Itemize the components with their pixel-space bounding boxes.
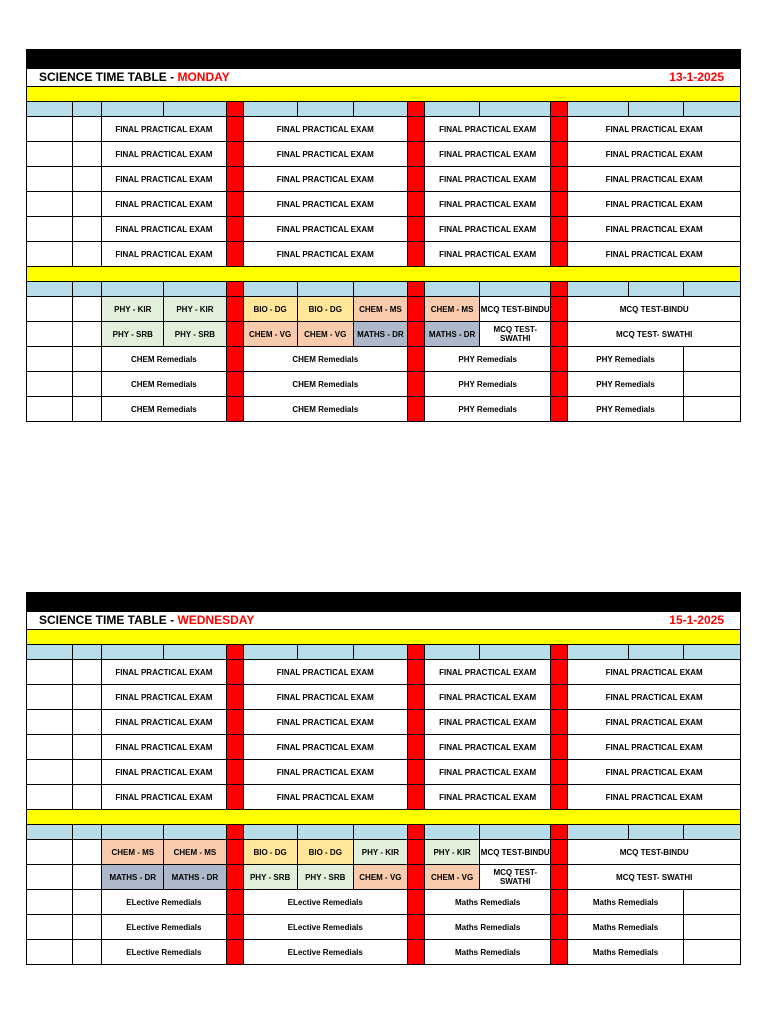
class-cell: PHY - KIR [425,840,480,865]
exam-cell: FINAL PRACTICAL EXAM [568,167,741,192]
mcq-cell: MCQ TEST- SWATHI [480,322,551,347]
title-row [27,612,741,630]
exam-cell: FINAL PRACTICAL EXAM [102,785,226,810]
remedial-cell: ELective Remedials [102,940,226,965]
remedial-cell: PHY Remedials [568,397,683,422]
table-row [27,192,741,217]
exam-cell: FINAL PRACTICAL EXAM [102,710,226,735]
table-row [27,397,741,422]
remedial-cell: CHEM Remedials [243,397,407,422]
class-cell: PHY - KIR [353,840,407,865]
title-row [27,69,741,87]
remedial-cell: PHY Remedials [568,347,683,372]
class-cell: CHEM - VG [353,865,407,890]
table-row [27,940,741,965]
timetable-monday [26,49,741,422]
class-cell: CHEM - MS [353,297,407,322]
table-row [27,710,741,735]
class-cell: BIO - DG [243,297,297,322]
class-cell: BIO - DG [297,840,353,865]
table-row [27,915,741,940]
remedial-cell: Maths Remedials [425,915,551,940]
mcq-cell: MCQ TEST-BINDU [480,840,551,865]
blue-band [27,282,741,297]
class-cell: MATHS - DR [102,865,164,890]
remedial-cell: Maths Remedials [568,890,683,915]
exam-cell: FINAL PRACTICAL EXAM [425,117,551,142]
class-cell: MATHS - DR [353,322,407,347]
exam-cell: FINAL PRACTICAL EXAM [425,167,551,192]
title-date: 15-1-2025 [551,612,741,630]
exam-cell: FINAL PRACTICAL EXAM [243,785,407,810]
exam-cell: FINAL PRACTICAL EXAM [425,710,551,735]
class-cell: PHY - KIR [164,297,226,322]
remedial-cell: Maths Remedials [425,940,551,965]
exam-cell: FINAL PRACTICAL EXAM [102,167,226,192]
table-row [27,890,741,915]
class-cell: BIO - DG [243,840,297,865]
exam-cell: FINAL PRACTICAL EXAM [568,685,741,710]
exam-cell: FINAL PRACTICAL EXAM [425,142,551,167]
exam-cell: FINAL PRACTICAL EXAM [243,167,407,192]
exam-cell: FINAL PRACTICAL EXAM [568,217,741,242]
timetable-wednesday [26,592,741,965]
remedial-cell: Maths Remedials [568,915,683,940]
exam-cell: FINAL PRACTICAL EXAM [568,142,741,167]
header-bar [27,50,741,69]
remedial-cell: CHEM Remedials [102,397,226,422]
yellow-band [27,630,741,645]
exam-cell: FINAL PRACTICAL EXAM [425,660,551,685]
exam-cell: FINAL PRACTICAL EXAM [568,117,741,142]
mcq-cell: MCQ TEST- SWATHI [480,865,551,890]
table-row [27,347,741,372]
table-row [27,372,741,397]
title-prefix: SCIENCE TIME TABLE - [39,70,178,84]
exam-cell: FINAL PRACTICAL EXAM [243,242,407,267]
table-row [27,685,741,710]
exam-cell: FINAL PRACTICAL EXAM [102,117,226,142]
mcq-cell: MCQ TEST- SWATHI [568,322,741,347]
remedial-cell: CHEM Remedials [243,372,407,397]
exam-cell: FINAL PRACTICAL EXAM [243,142,407,167]
blue-band [27,825,741,840]
page-title [27,612,551,630]
table-row [27,840,741,865]
table-row [27,760,741,785]
title-day: MONDAY [177,70,230,84]
exam-cell: FINAL PRACTICAL EXAM [243,710,407,735]
class-cell: CHEM - VG [297,322,353,347]
exam-cell: FINAL PRACTICAL EXAM [425,760,551,785]
exam-cell: FINAL PRACTICAL EXAM [568,710,741,735]
remedial-cell: PHY Remedials [568,372,683,397]
class-cell: CHEM - VG [425,865,480,890]
table-row [27,167,741,192]
remedial-cell: ELective Remedials [102,915,226,940]
class-cell: PHY - SRB [164,322,226,347]
page-title [27,69,551,87]
exam-cell: FINAL PRACTICAL EXAM [425,242,551,267]
exam-cell: FINAL PRACTICAL EXAM [243,192,407,217]
class-cell: PHY - SRB [102,322,164,347]
exam-cell: FINAL PRACTICAL EXAM [243,117,407,142]
exam-cell: FINAL PRACTICAL EXAM [425,785,551,810]
class-cell: PHY - KIR [102,297,164,322]
mcq-cell: MCQ TEST-BINDU [568,840,741,865]
remedial-cell: PHY Remedials [425,347,551,372]
exam-cell: FINAL PRACTICAL EXAM [425,685,551,710]
class-cell: BIO - DG [297,297,353,322]
exam-cell: FINAL PRACTICAL EXAM [425,735,551,760]
exam-cell: FINAL PRACTICAL EXAM [243,735,407,760]
exam-cell: FINAL PRACTICAL EXAM [568,785,741,810]
remedial-cell: CHEM Remedials [102,347,226,372]
exam-cell: FINAL PRACTICAL EXAM [243,760,407,785]
table-row [27,865,741,890]
class-cell: PHY - SRB [297,865,353,890]
exam-cell: FINAL PRACTICAL EXAM [243,685,407,710]
class-cell: MATHS - DR [164,865,226,890]
class-cell: CHEM - MS [425,297,480,322]
title-prefix: SCIENCE TIME TABLE - [39,613,178,627]
remedial-cell: ELective Remedials [243,915,407,940]
class-cell: MATHS - DR [425,322,480,347]
exam-cell: FINAL PRACTICAL EXAM [102,192,226,217]
class-cell: CHEM - MS [164,840,226,865]
table-row [27,242,741,267]
exam-cell: FINAL PRACTICAL EXAM [425,217,551,242]
yellow-band [27,267,741,282]
table-row [27,735,741,760]
exam-cell: FINAL PRACTICAL EXAM [102,735,226,760]
mcq-cell: MCQ TEST-BINDU [480,297,551,322]
exam-cell: FINAL PRACTICAL EXAM [102,217,226,242]
exam-cell: FINAL PRACTICAL EXAM [568,192,741,217]
remedial-cell: ELective Remedials [243,890,407,915]
remedial-cell: PHY Remedials [425,372,551,397]
remedial-cell: CHEM Remedials [102,372,226,397]
exam-cell: FINAL PRACTICAL EXAM [243,660,407,685]
exam-cell: FINAL PRACTICAL EXAM [102,760,226,785]
remedial-cell: ELective Remedials [243,940,407,965]
class-cell: PHY - SRB [243,865,297,890]
table-row [27,117,741,142]
remedial-cell: PHY Remedials [425,397,551,422]
table-row [27,142,741,167]
table-row [27,217,741,242]
exam-cell: FINAL PRACTICAL EXAM [102,242,226,267]
yellow-band [27,810,741,825]
exam-cell: FINAL PRACTICAL EXAM [568,242,741,267]
header-bar [27,593,741,612]
table-row [27,297,741,322]
exam-cell: FINAL PRACTICAL EXAM [568,735,741,760]
remedial-cell: Maths Remedials [568,940,683,965]
exam-cell: FINAL PRACTICAL EXAM [243,217,407,242]
exam-cell: FINAL PRACTICAL EXAM [102,142,226,167]
remedial-cell: Maths Remedials [425,890,551,915]
mcq-cell: MCQ TEST-BINDU [568,297,741,322]
remedial-cell: CHEM Remedials [243,347,407,372]
class-cell: CHEM - VG [243,322,297,347]
exam-cell: FINAL PRACTICAL EXAM [102,660,226,685]
table-row [27,785,741,810]
table-row [27,322,741,347]
exam-cell: FINAL PRACTICAL EXAM [568,660,741,685]
blue-band [27,102,741,117]
title-day: WEDNESDAY [177,613,255,627]
remedial-cell: ELective Remedials [102,890,226,915]
title-date: 13-1-2025 [551,69,741,87]
exam-cell: FINAL PRACTICAL EXAM [425,192,551,217]
blue-band [27,645,741,660]
class-cell: CHEM - MS [102,840,164,865]
mcq-cell: MCQ TEST- SWATHI [568,865,741,890]
table-row [27,660,741,685]
exam-cell: FINAL PRACTICAL EXAM [568,760,741,785]
yellow-band [27,87,741,102]
exam-cell: FINAL PRACTICAL EXAM [102,685,226,710]
